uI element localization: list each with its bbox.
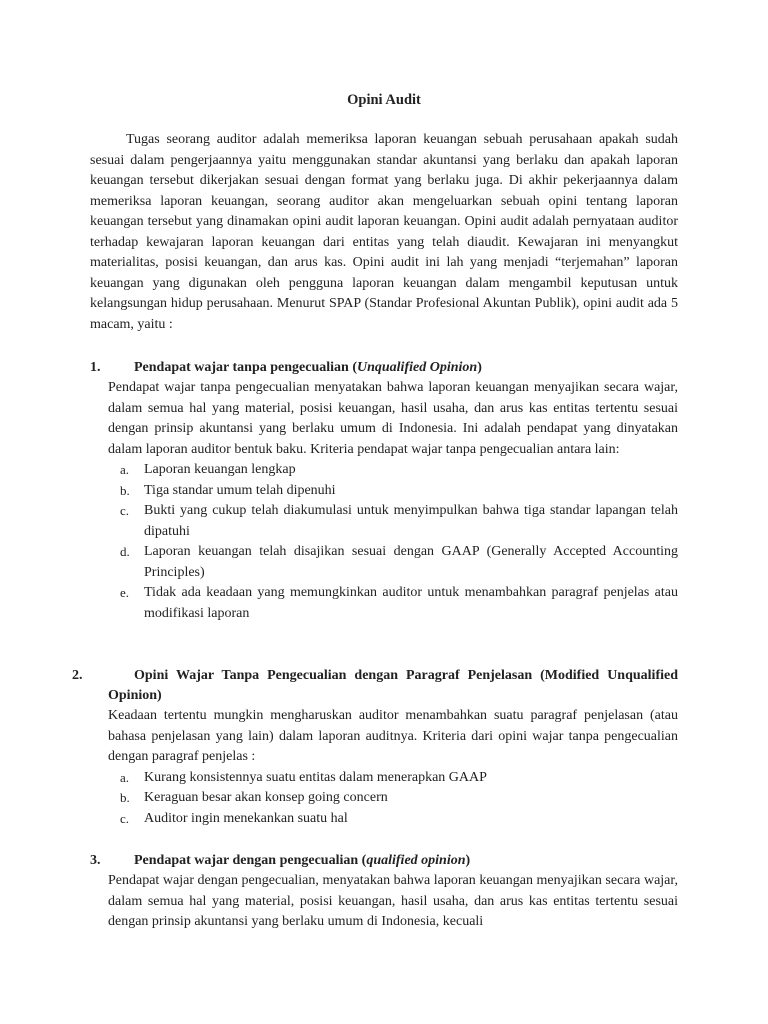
section-heading-text: Pendapat wajar dengan pengecualian ( [134, 853, 367, 868]
section-unqualified-opinion [90, 358, 678, 624]
list-item-text: Tidak ada keadaan yang memungkinkan auditor untuk menambahkan paragraf penjelas atau modifikasi laporan [144, 585, 678, 621]
list-letter: e. [120, 585, 130, 600]
list-item [108, 768, 678, 789]
section-number: 3. [90, 853, 101, 868]
list-item-text: Laporan keuangan lengkap [144, 462, 296, 477]
list-item-text: Keraguan besar akan konsep going concern [144, 790, 388, 805]
list-item [108, 583, 678, 624]
list-item-text: Bukti yang cukup telah diakumulasi untuk menyimpulkan bahwa tiga standar lapangan telah dipatuhi [144, 503, 678, 539]
section-heading [90, 358, 678, 378]
list-item [108, 460, 678, 481]
section-heading [90, 851, 678, 871]
section-heading-close: ) [465, 853, 471, 868]
list-item-text: Kurang konsistennya suatu entitas dalam menerapkan GAAP [144, 769, 487, 785]
list-item-text: Laporan keuangan telah disajikan sesuai dengan GAAP (Generally Accepted Accounting Principles) [144, 544, 678, 580]
list-item [108, 481, 678, 502]
list-item-text: Tiga standar umum telah dipenuhi [144, 482, 336, 498]
intro-paragraph [90, 130, 678, 335]
list-letter: c. [120, 810, 130, 826]
document-title: Opini Audit [347, 92, 421, 108]
list-item [108, 542, 678, 583]
section-heading-close: ) [477, 360, 482, 375]
list-letter: d. [120, 544, 130, 559]
section-body: Pendapat wajar tanpa pengecualian menyatakan bahwa laporan keuangan menyajikan secara wajar, dalam semua hal yang material, posisi keuangan, hasil usaha, dan arus kas entitas tertentu sesuai dengan prinsip akuntansi yang berlaku umum di Indonesia. Ini adalah pendapat yang dinyatakan dalam laporan auditor bentuk baku. Kriteria pendapat wajar tanpa pengecualian antara lain: [108, 380, 678, 457]
section-heading-text: Pendapat wajar tanpa pengecualian ( [134, 360, 357, 375]
list-letter: b. [120, 790, 130, 805]
list-letter: a. [120, 462, 130, 477]
section-body: Pendapat wajar dengan pengecualian, menyatakan bahwa laporan keuangan menyajikan secara wajar, dalam semua hal yang material, posisi keuangan, hasil usaha, dan arus kas entitas tertentu sesuai dengan prinsip akuntansi yang berlaku umum di Indonesia, kecuali [108, 873, 678, 929]
list-letter: b. [120, 482, 130, 498]
section-number: 2. [72, 668, 83, 683]
list-item [108, 788, 678, 809]
list-item [108, 501, 678, 542]
list-item-text: Auditor ingin menekankan suatu hal [144, 810, 348, 826]
section-body: Keadaan tertentu mungkin mengharuskan auditor menambahkan suatu paragraf penjelasan (atau bahasa penjelasan yang lain) dalam laporan auditnya. Kriteria dari opini wajar tanpa pengecualian dengan paragraf penjelas : [108, 708, 678, 764]
section-number: 1. [90, 360, 101, 375]
section-heading-italic: qualified opinion [366, 853, 466, 868]
list-letter: a. [120, 769, 130, 785]
section-qualified-opinion [90, 851, 678, 933]
intro-text: Tugas seorang auditor adalah memeriksa laporan keuangan sebuah perusahaan apakah sudah sesuai dalam pengerjaannya yaitu menggunakan standar akuntansi yang berlaku dan apakah laporan keuangan tersebut dikerjakan sesuai dengan format yang berlaku juga. Di akhir pekerjaannya dalam memeriksa laporan keuangan, seorang auditor akan mengeluarkan sebuah opini tentang laporan keuangan tersebut yang dinamakan opini audit laporan keuangan. Opini audit adalah pernyataan auditor terhadap kewajaran laporan keuangan dari entitas yang telah diaudit. Kewajaran ini menyangkut materialitas, posisi keuangan, dan arus kas. Opini audit ini lah yang menjadi “terjemahan” laporan keuangan yang digunakan oleh pengguna laporan keuangan dalam mengambil keputusan untuk kelangsungan hidup perusahaan. Menurut SPAP (Standar Profesional Akuntan Publik), opini audit ada 5 macam, yaitu : [90, 132, 678, 332]
criteria-list [90, 768, 678, 830]
list-item [108, 809, 678, 830]
section-heading [72, 666, 678, 706]
criteria-list [90, 460, 678, 624]
section-modified-unqualified-opinion [72, 666, 678, 829]
section-heading-italic: Unqualified Opinion [356, 360, 478, 375]
list-letter: c. [120, 503, 130, 518]
section-heading-text: Opini Wajar Tanpa Pengecualian dengan Paragraf Penjelasan (Modified Unqualified Opinion) [108, 668, 678, 703]
